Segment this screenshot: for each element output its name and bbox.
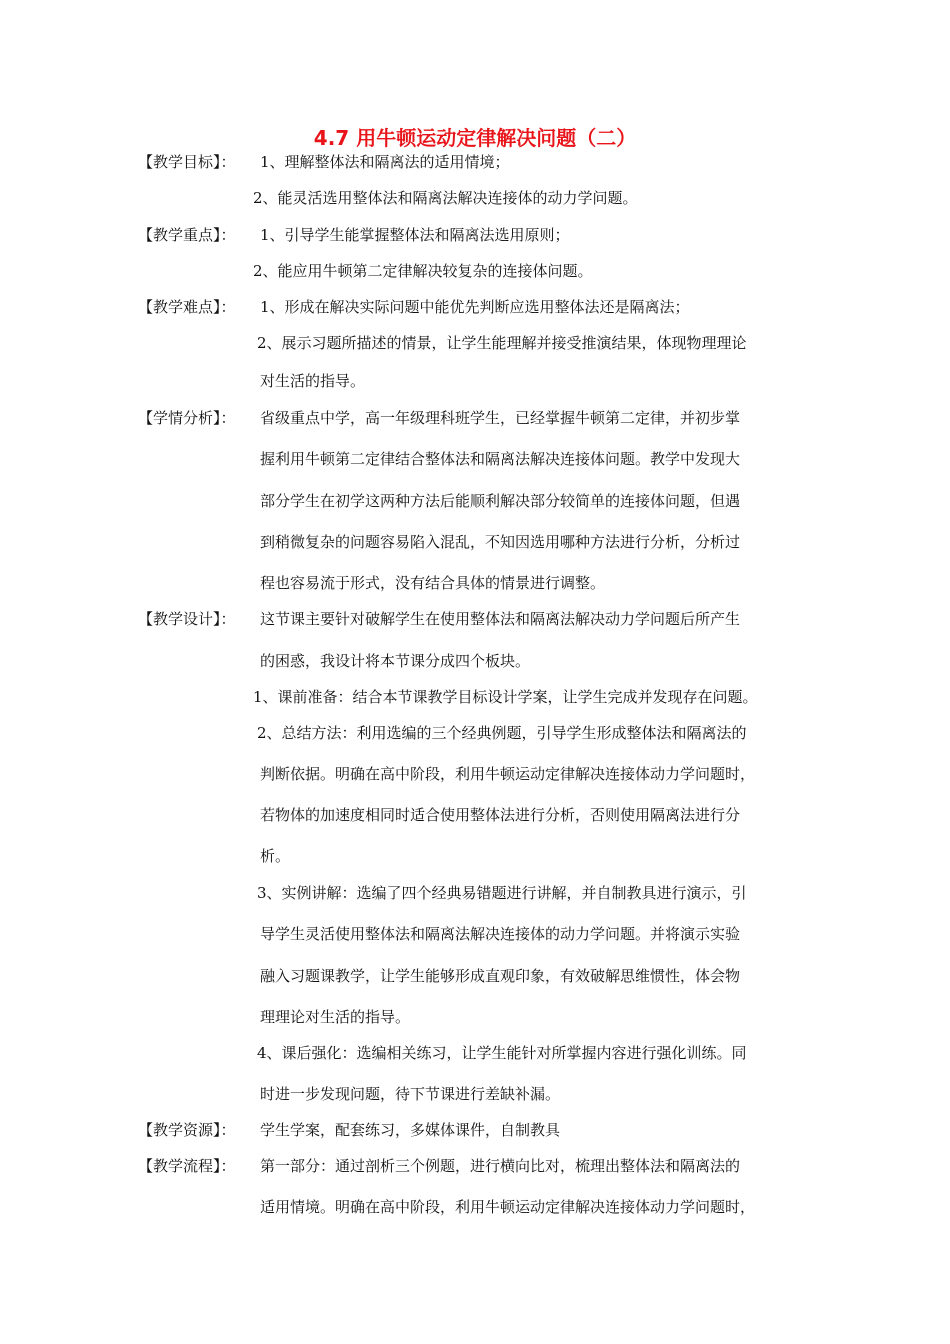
text-line: 1、引导学生能掌握整体法和隔离法选用原则； xyxy=(260,226,570,244)
text-line: 1、形成在解决实际问题中能优先判断应选用整体法还是隔离法； xyxy=(260,298,690,316)
text-line: 时进一步发现问题，待下节课进行差缺补漏。 xyxy=(260,1085,561,1103)
section-label-key-points: 【教学重点】： xyxy=(138,226,236,244)
section-label-teaching-process: 【教学流程】： xyxy=(138,1157,236,1175)
section-label-student-analysis: 【学情分析】： xyxy=(138,409,236,427)
text-line: 2、总结方法：利用选编的三个经典例题，引导学生形成整体法和隔离法的 xyxy=(257,724,747,742)
section-label-teaching-design: 【教学设计】： xyxy=(138,610,236,628)
text-line: 1、理解整体法和隔离法的适用情境； xyxy=(260,153,510,171)
text-line: 这节课主要针对破解学生在使用整体法和隔离法解决动力学问题后所产生 xyxy=(260,610,741,628)
text-line: 省级重点中学，高一年级理科班学生，已经掌握牛顿第二定律，并初步掌 xyxy=(260,409,741,427)
section-label-teaching-goals: 【教学目标】： xyxy=(138,153,236,171)
text-line: 学生学案，配套练习，多媒体课件，自制教具 xyxy=(260,1121,561,1139)
text-line: 1、课前准备：结合本节课教学目标设计学案，让学生完成并发现存在问题。 xyxy=(253,688,758,706)
text-line: 握利用牛顿第二定律结合整体法和隔离法解决连接体问题。教学中发现大 xyxy=(260,450,741,468)
text-line: 导学生灵活使用整体法和隔离法解决连接体的动力学问题。并将演示实验 xyxy=(260,925,741,943)
section-label-difficulties: 【教学难点】： xyxy=(138,298,236,316)
text-line: 2、展示习题所描述的情景，让学生能理解并接受推演结果，体现物理理论 xyxy=(257,334,747,352)
text-line: 的困惑，我设计将本节课分成四个板块。 xyxy=(260,652,531,670)
text-line: 对生活的指导。 xyxy=(260,372,366,390)
text-line: 适用情境。明确在高中阶段，利用牛顿运动定律解决连接体动力学问题时， xyxy=(260,1198,756,1216)
text-line: 理理论对生活的指导。 xyxy=(260,1008,411,1026)
text-line: 若物体的加速度相同时适合使用整体法进行分析，否则使用隔离法进行分 xyxy=(260,806,741,824)
text-line: 2、能应用牛顿第二定律解决较复杂的连接体问题。 xyxy=(253,262,593,280)
text-line: 2、能灵活选用整体法和隔离法解决连接体的动力学问题。 xyxy=(253,189,638,207)
document-title: 4.7 用牛顿运动定律解决问题（二） xyxy=(313,126,637,150)
text-line: 融入习题课教学，让学生能够形成直观印象，有效破解思维惯性，体会物 xyxy=(260,967,741,985)
text-line: 部分学生在初学这两种方法后能顺利解决部分较简单的连接体问题，但遇 xyxy=(260,492,741,510)
text-line: 程也容易流于形式，没有结合具体的情景进行调整。 xyxy=(260,574,606,592)
text-line: 判断依据。明确在高中阶段，利用牛顿运动定律解决连接体动力学问题时， xyxy=(260,765,756,783)
text-line: 到稍微复杂的问题容易陷入混乱，不知因选用哪种方法进行分析，分析过 xyxy=(260,533,741,551)
text-line: 第一部分：通过剖析三个例题，进行横向比对，梳理出整体法和隔离法的 xyxy=(260,1157,741,1175)
text-line: 析。 xyxy=(260,847,291,865)
text-line: 4、课后强化：选编相关练习，让学生能针对所掌握内容进行强化训练。同 xyxy=(257,1044,747,1062)
text-line: 3、实例讲解：选编了四个经典易错题进行讲解，并自制教具进行演示，引 xyxy=(257,884,747,902)
section-label-teaching-resources: 【教学资源】： xyxy=(138,1121,236,1139)
